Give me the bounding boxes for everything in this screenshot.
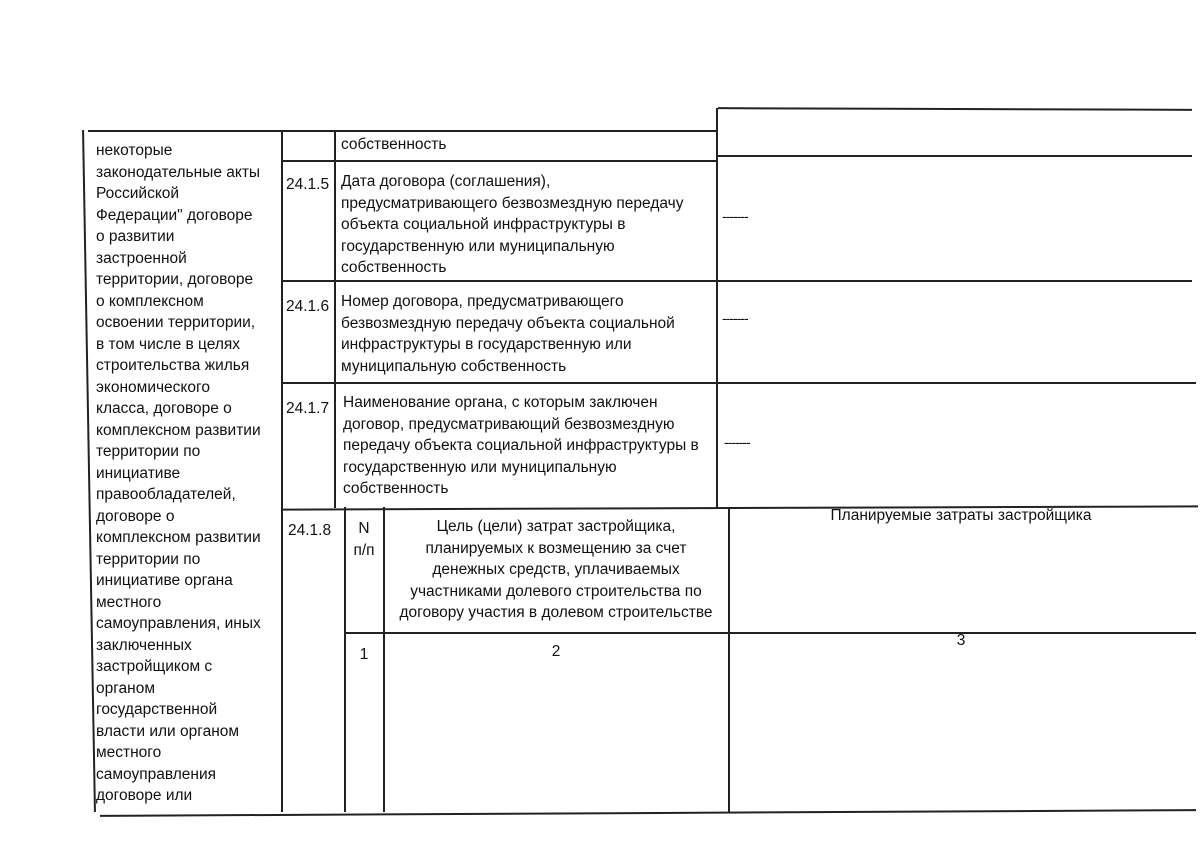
column-divider — [728, 507, 730, 812]
table-border-top — [88, 130, 718, 132]
row-divider — [282, 160, 718, 162]
row-value: ------- — [722, 208, 748, 224]
subtable-numbering-col1: 1 — [359, 646, 369, 663]
row-description: Наименование органа, с которым заключен договор, предусматривающий безвозмездную передачу объекта социальной инфраструктуры в государственную или муниципальную собственность — [343, 394, 699, 497]
column-divider — [281, 130, 283, 812]
column-divider — [383, 507, 385, 812]
table-border-bottom — [100, 809, 1196, 816]
table-border-left — [82, 130, 95, 812]
column-divider — [716, 108, 718, 508]
row-number: 24.1.6 — [286, 298, 330, 315]
subtable-header-number: N п/п — [353, 520, 375, 559]
row-divider — [718, 155, 1192, 157]
row-divider — [282, 382, 1196, 384]
row-value: ------- — [724, 434, 750, 450]
left-column-text: некоторые законодательные акты Российской Федерации" договоре о развитии застроенной территории, договоре о комплексном освоении территории, в том числе в целях строительства жилья экономического класса, договоре о комплексном развитии территории по инициативе правообладателей, договоре о комплексном развитии территории по инициативе органа местного самоуправления, иных заключенных застройщиком с органом государственной власти или органом местного самоуправления договоре или — [96, 142, 261, 804]
subtable-numbering-col3: 3 — [956, 632, 966, 649]
row-number: 24.1.5 — [286, 176, 330, 193]
subtable-header-purpose: Цель (цели) затрат застройщика, планируемых к возмещению за счет денежных средств, уплачиваемых участниками долевого строительства по договору участия в долевом строительстве — [399, 518, 713, 621]
subtable-header-planned-costs: Планируемые затраты застройщика — [830, 507, 1092, 524]
row-value: ------- — [722, 310, 748, 326]
row-description: собственность — [341, 136, 447, 153]
row-description: Номер договора, предусматривающего безвозмездную передачу объекта социальной инфраструктуры в государственную или муниципальную собственность — [341, 293, 675, 375]
row-divider — [282, 280, 1192, 282]
row-number: 24.1.8 — [288, 522, 332, 539]
column-divider — [334, 130, 336, 508]
row-number: 24.1.7 — [286, 400, 330, 417]
subtable-numbering-col2: 2 — [551, 643, 561, 660]
table-border-top-right — [718, 107, 1192, 110]
row-description: Дата договора (соглашения), предусматривающего безвозмездную передачу объекта социальной инфраструктуры в государственную или муниципальную собственность — [341, 173, 684, 276]
